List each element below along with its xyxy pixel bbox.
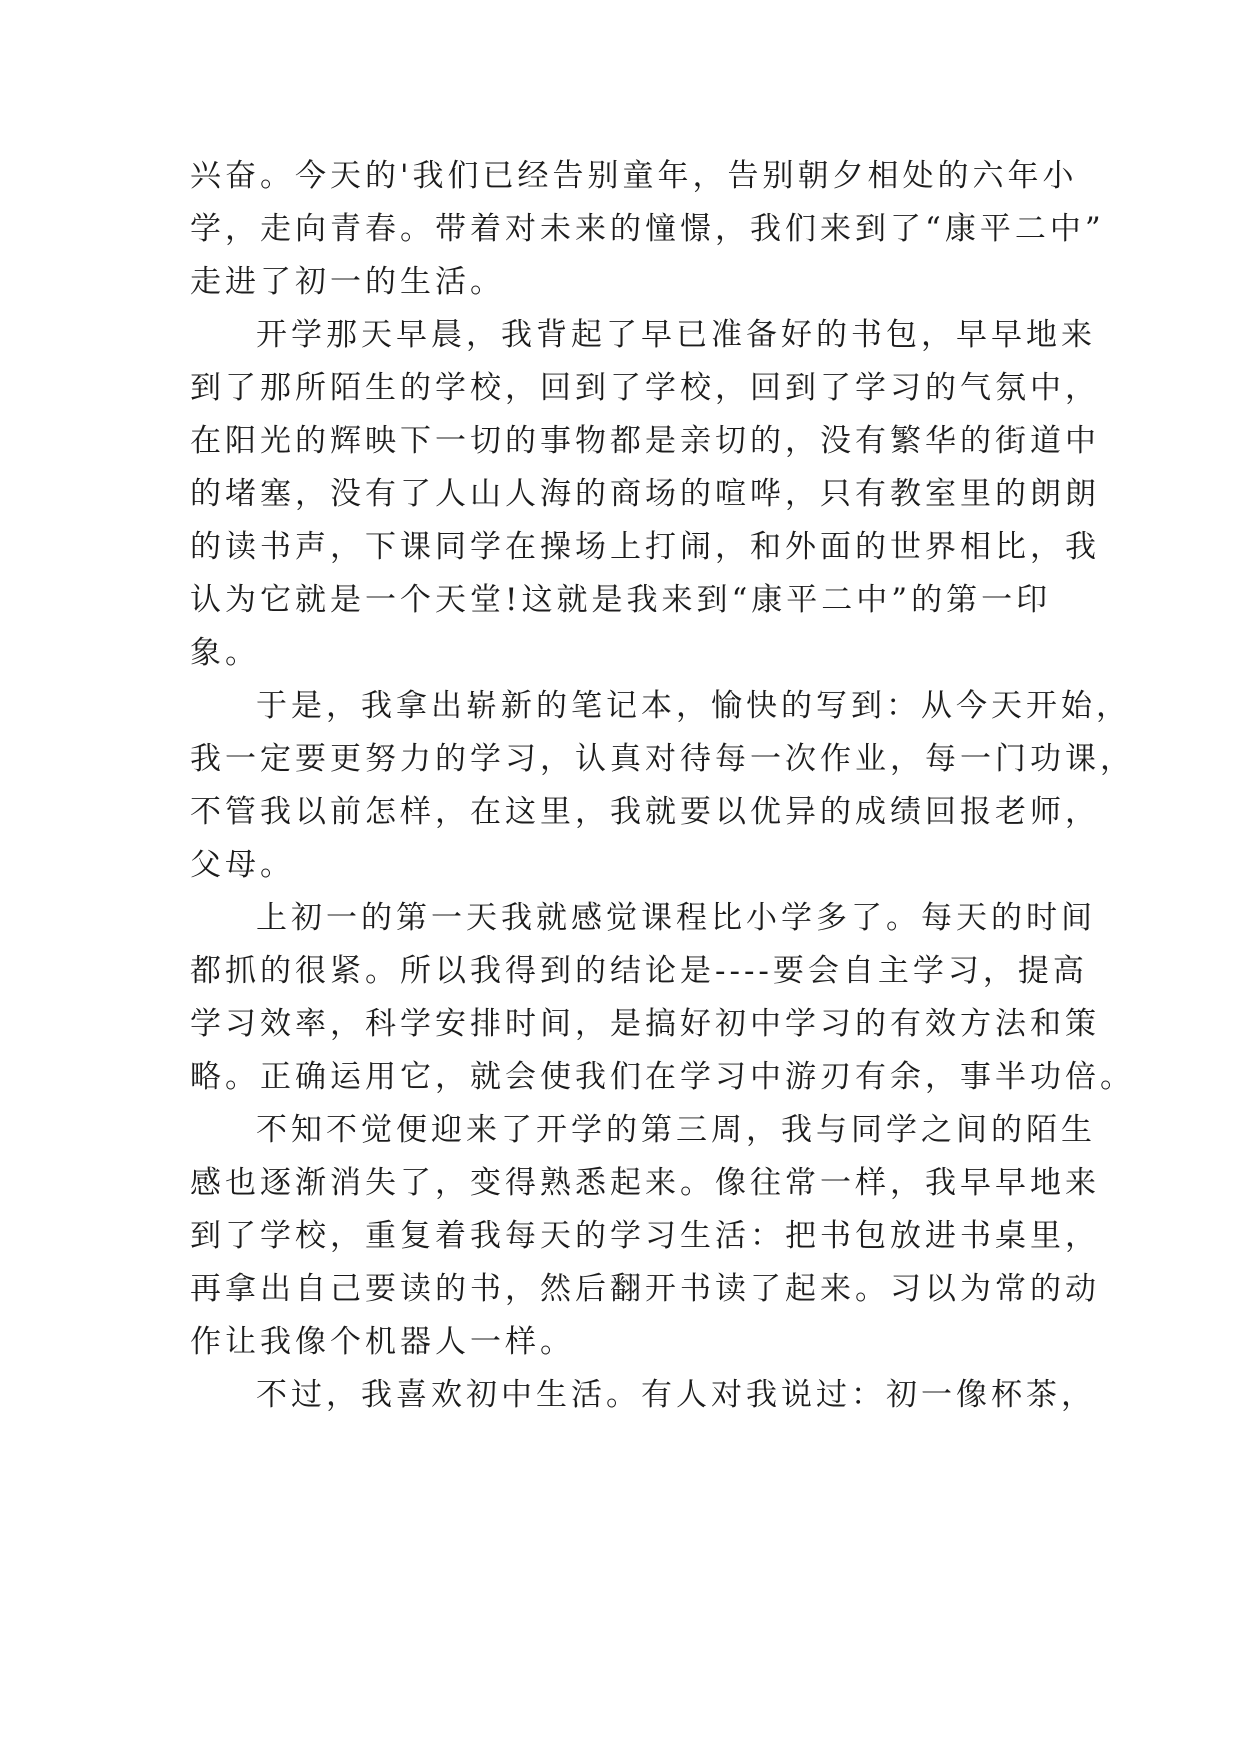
paragraph-1 [190, 150, 1105, 309]
text-line: 再拿出自己要读的书，然后翻开书读了起来。习以为常的动 [190, 1271, 1100, 1307]
text-line: 感也逐渐消失了，变得熟悉起来。像往常一样，我早早地来 [190, 1165, 1100, 1201]
text-line: 在阳光的辉映下一切的事物都是亲切的，没有繁华的街道中 [190, 423, 1100, 459]
text-line: 的堵塞，没有了人山人海的商场的喧哗，只有教室里的朗朗 [190, 476, 1100, 512]
text-line: 兴奋。今天的'我们已经告别童年，告别朝夕相处的六年小 [190, 158, 1078, 194]
text-line: 认为它就是一个天堂!这就是我来到“康平二中”的第一印 [190, 582, 1052, 618]
text-line: 都抓的很紧。所以我得到的结论是----要会自主学习，提高 [190, 953, 1088, 989]
text-line: 不管我以前怎样，在这里，我就要以优异的成绩回报老师， [190, 794, 1100, 830]
paragraph-2 [190, 309, 1100, 680]
paragraph-6 [190, 1369, 1096, 1422]
text-line: 走进了初一的生活。 [190, 264, 505, 300]
text-line: 的读书声，下课同学在操场上打闹，和外面的世界相比，我 [190, 529, 1100, 565]
text-line: 于是，我拿出崭新的笔记本，愉快的写到：从今天开始， [256, 688, 1131, 724]
text-line: 上初一的第一天我就感觉课程比小学多了。每天的时间 [256, 900, 1096, 936]
text-line: 略。正确运用它，就会使我们在学习中游刃有余，事半功倍。 [190, 1059, 1135, 1095]
paragraph-5 [190, 1104, 1100, 1369]
text-line: 父母。 [190, 847, 295, 883]
text-line: 到了那所陌生的学校，回到了学校，回到了学习的气氛中， [190, 370, 1100, 406]
text-line: 到了学校，重复着我每天的学习生活：把书包放进书桌里， [190, 1218, 1100, 1254]
text-line: 不知不觉便迎来了开学的第三周，我与同学之间的陌生 [256, 1112, 1096, 1148]
paragraph-3 [190, 680, 1135, 892]
text-line: 作让我像个机器人一样。 [190, 1324, 575, 1360]
document-body [190, 150, 1135, 1422]
text-line: 学，走向青春。带着对未来的憧憬，我们来到了“康平二中” [190, 211, 1105, 247]
paragraph-4 [190, 892, 1135, 1104]
text-line: 开学那天早晨，我背起了早已准备好的书包，早早地来 [256, 317, 1096, 353]
text-line: 学习效率，科学安排时间，是搞好初中学习的有效方法和策 [190, 1006, 1100, 1042]
text-line: 不过，我喜欢初中生活。有人对我说过：初一像杯茶， [256, 1377, 1096, 1413]
text-line: 象。 [190, 635, 260, 671]
text-line: 我一定要更努力的学习，认真对待每一次作业，每一门功课， [190, 741, 1135, 777]
